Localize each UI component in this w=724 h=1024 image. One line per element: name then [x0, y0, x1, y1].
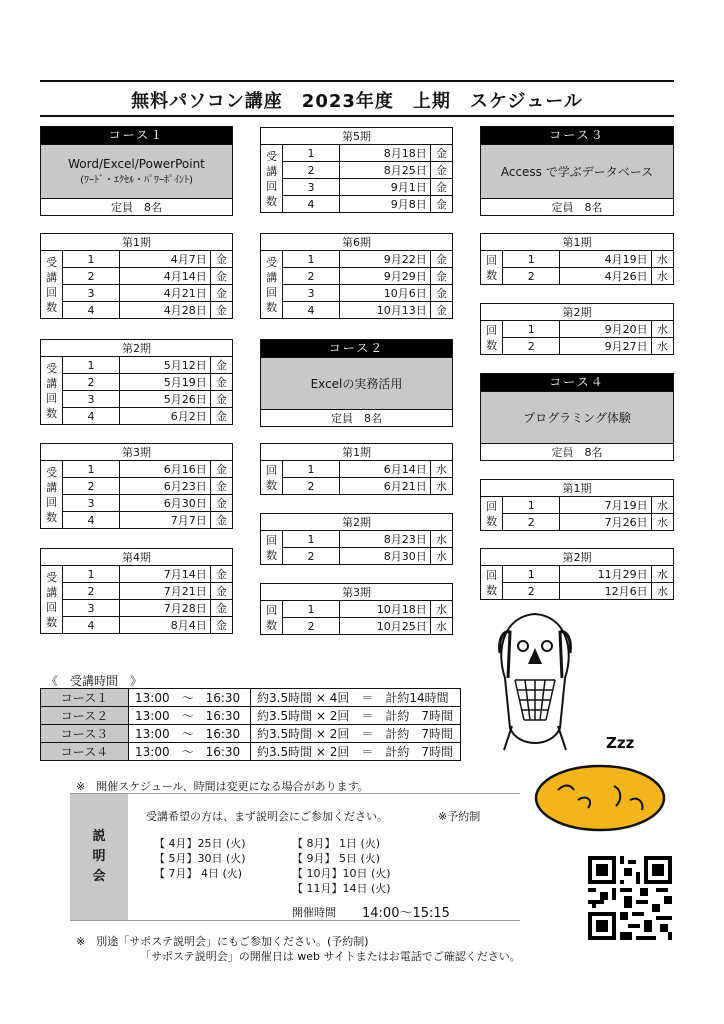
session-date: 6月16日 [119, 461, 210, 478]
hours-course: コース４ [41, 743, 129, 761]
period-title: 第3期 [41, 444, 233, 461]
session-weekday: 水 [651, 338, 673, 355]
session-date: 8月4日 [119, 617, 210, 634]
session-count-label-char: 受 [46, 465, 58, 479]
session-date: 9月8日 [339, 196, 430, 213]
session-date: 4月21日 [119, 285, 210, 302]
session-number: 4 [63, 512, 120, 529]
session-weekday: 金 [430, 268, 452, 285]
session-number: 1 [503, 321, 560, 338]
session-number: 4 [283, 302, 340, 319]
session-number: 2 [503, 514, 560, 531]
session-weekday: 金 [210, 408, 232, 425]
table-row [261, 478, 453, 495]
table-row [481, 321, 674, 338]
table-row [41, 251, 233, 268]
session-count-label-char: 回 [266, 603, 278, 617]
session-weekday: 金 [210, 357, 232, 374]
session-weekday: 水 [430, 548, 452, 565]
session-time-label: 開催時間 [292, 906, 336, 919]
session-date: 【 11月】14日 (火) [292, 882, 391, 895]
session-count-label-char: 回 [486, 499, 498, 513]
session-weekday: 水 [651, 251, 673, 268]
session-number: 3 [283, 285, 340, 302]
period-title: 第2期 [261, 514, 453, 531]
session-count-label-char: 回 [46, 391, 58, 405]
period-title: 第1期 [481, 234, 674, 251]
session-count-label-char: 数 [266, 478, 278, 492]
session-number: 1 [63, 357, 120, 374]
session-dates-right [292, 836, 391, 896]
table-row [481, 566, 674, 583]
session-date: 【 5月】30日 (火) [154, 852, 246, 865]
session-number: 2 [283, 478, 340, 495]
course-4-capacity: 定員 8名 [551, 446, 603, 459]
course-1-name [41, 144, 232, 199]
info-session-box [70, 793, 520, 921]
course-4-period-2-table [480, 548, 674, 600]
session-count-label [481, 251, 503, 285]
session-date: 7月28日 [119, 600, 210, 617]
session-number: 1 [63, 566, 120, 583]
table-row [41, 302, 233, 319]
table-row [261, 548, 453, 565]
session-weekday: 金 [210, 495, 232, 512]
session-date: 9月27日 [560, 338, 651, 355]
table-row [481, 583, 674, 600]
table-row [481, 268, 674, 285]
session-weekday: 金 [430, 162, 452, 179]
session-date: 10月13日 [339, 302, 430, 319]
table-row [41, 495, 233, 512]
session-count-label-char: 講 [46, 270, 58, 284]
session-weekday: 金 [210, 374, 232, 391]
session-number: 2 [283, 618, 340, 635]
session-date: 【 9月】 5日 (火) [292, 852, 381, 865]
session-number: 2 [503, 268, 560, 285]
table-row [261, 601, 453, 618]
table-row [261, 285, 453, 302]
period-title: 第2期 [481, 549, 674, 566]
session-number: 1 [503, 251, 560, 268]
hours-total: 約3.5時間 × 2回 ＝ 計約 7時間 [251, 707, 461, 725]
table-row [261, 162, 453, 179]
session-weekday: 水 [651, 566, 673, 583]
course-3-name: Access で学ぶデータベース [481, 144, 673, 199]
course-2-card [260, 339, 453, 427]
period-title: 第1期 [261, 444, 453, 461]
qr-code-image[interactable] [588, 856, 672, 940]
table-row [41, 617, 233, 634]
period-title: 第6期 [261, 234, 453, 251]
table-row [41, 478, 233, 495]
session-date: 8月23日 [339, 531, 430, 548]
session-weekday: 金 [210, 285, 232, 302]
hours-time: 13:00 ～ 16:30 [129, 743, 251, 761]
course-1-capacity: 定員 8名 [111, 201, 162, 214]
session-date: 8月30日 [339, 548, 430, 565]
course-3-capacity: 定員 8名 [551, 201, 603, 214]
session-date: 【 4月】25日 (火) [154, 837, 246, 850]
table-row [261, 302, 453, 319]
session-count-label-char: 講 [266, 164, 278, 178]
session-date: 9月1日 [339, 179, 430, 196]
session-count-label-char: 数 [46, 406, 58, 420]
session-weekday: 水 [430, 601, 452, 618]
session-number: 2 [63, 478, 120, 495]
session-count-label-char: 数 [46, 615, 58, 629]
course-3-period-2-table [480, 303, 674, 355]
info-session-intro: 受講希望の方は、まず説明会にご参加ください。 [146, 810, 388, 823]
session-number: 3 [63, 495, 120, 512]
session-weekday: 金 [210, 391, 232, 408]
course-3-period-1-table [480, 233, 674, 285]
session-count-label-char: 数 [266, 300, 278, 314]
hours-table [40, 688, 461, 761]
info-session-label [70, 794, 128, 920]
session-date: 4月19日 [560, 251, 651, 268]
session-weekday: 金 [430, 196, 452, 213]
session-date: 5月12日 [119, 357, 210, 374]
info-session-label-char: 明 [92, 849, 106, 864]
course-1-period-6-table [260, 233, 453, 319]
course-1-period-2-table [40, 339, 233, 425]
session-count-label-char: 回 [266, 179, 278, 193]
course-1-period-4-table [40, 548, 233, 634]
table-row [41, 285, 233, 302]
course-2-period-2-table [260, 513, 453, 565]
separate-note-2: 「サポステ説明会」の開催日は web サイトまたはお電話でご確認ください。 [140, 950, 521, 963]
session-date: 4月28日 [119, 302, 210, 319]
session-number: 2 [283, 268, 340, 285]
page-title: 無料パソコン講座 2023年度 上期 スケジュール [131, 91, 583, 112]
session-date: 4月14日 [119, 268, 210, 285]
session-date: 10月25日 [339, 618, 430, 635]
session-count-label-char: 回 [266, 533, 278, 547]
session-date: 6月14日 [339, 461, 430, 478]
period-title: 第2期 [481, 304, 674, 321]
session-count-label-char: 数 [266, 618, 278, 632]
table-row [481, 338, 674, 355]
session-date: 6月30日 [119, 495, 210, 512]
table-row [261, 531, 453, 548]
session-count-label-char: 講 [266, 270, 278, 284]
session-count-label [481, 321, 503, 355]
session-count-label-char: 回 [46, 600, 58, 614]
session-weekday: 金 [210, 478, 232, 495]
session-count-label [481, 566, 503, 600]
session-count-label-char: 数 [486, 268, 498, 282]
session-weekday: 水 [430, 618, 452, 635]
session-date: 6月23日 [119, 478, 210, 495]
hours-time: 13:00 ～ 16:30 [129, 689, 251, 707]
table-row [41, 268, 233, 285]
session-count-label-char: 数 [266, 548, 278, 562]
session-date: 4月7日 [119, 251, 210, 268]
session-weekday: 金 [210, 617, 232, 634]
session-date: 6月2日 [119, 408, 210, 425]
session-date: 7月7日 [119, 512, 210, 529]
sleeping-chick-illustration [530, 730, 670, 840]
session-date: 7月21日 [119, 583, 210, 600]
table-row [41, 374, 233, 391]
course-2-period-1-table [260, 443, 453, 495]
session-date: 5月26日 [119, 391, 210, 408]
hours-total: 約3.5時間 × 2回 ＝ 計約 7時間 [251, 725, 461, 743]
session-number: 2 [283, 162, 340, 179]
table-row [261, 461, 453, 478]
course-4-period-1-table [480, 479, 674, 531]
session-count-label-char: 回 [46, 495, 58, 509]
session-weekday: 水 [430, 461, 452, 478]
session-date: 6月21日 [339, 478, 430, 495]
table-row [41, 408, 233, 425]
session-weekday: 金 [430, 145, 452, 162]
hours-row [41, 707, 461, 725]
course-3-card [480, 126, 674, 216]
session-count-label [41, 251, 63, 319]
table-row [481, 251, 674, 268]
table-row [261, 179, 453, 196]
session-count-label-char: 数 [486, 583, 498, 597]
hours-row [41, 689, 461, 707]
session-date: 5月19日 [119, 374, 210, 391]
info-session-label-char: 説 [92, 829, 106, 844]
session-number: 2 [63, 374, 120, 391]
hours-total: 約3.5時間 × 2回 ＝ 計約 7時間 [251, 743, 461, 761]
period-title: 第2期 [41, 340, 233, 357]
session-number: 1 [63, 251, 120, 268]
session-count-label [261, 251, 283, 319]
session-weekday: 金 [210, 461, 232, 478]
table-row [261, 268, 453, 285]
top-rule [40, 80, 674, 82]
table-row [41, 461, 233, 478]
session-count-label-char: 講 [46, 480, 58, 494]
hours-time: 13:00 ～ 16:30 [129, 707, 251, 725]
session-dates-left [154, 836, 246, 881]
session-count-label-char: 講 [46, 376, 58, 390]
course-1-period-1-table [40, 233, 233, 319]
course-2-name: Excelの実務活用 [261, 357, 452, 410]
reservation-note: ※予約制 [438, 810, 481, 823]
period-title: 第3期 [261, 584, 453, 601]
course-4-header: コース４ [481, 374, 673, 391]
session-weekday: 金 [430, 251, 452, 268]
course-1-period-5-table [260, 127, 453, 213]
session-count-label [261, 145, 283, 213]
session-date: 【 7月】 4日 (火) [154, 867, 243, 880]
session-date: 7月14日 [119, 566, 210, 583]
session-weekday: 水 [651, 497, 673, 514]
period-title: 第5期 [261, 128, 453, 145]
session-number: 3 [63, 285, 120, 302]
session-weekday: 金 [210, 268, 232, 285]
session-weekday: 水 [651, 268, 673, 285]
session-count-label-char: 回 [266, 285, 278, 299]
session-date: 12月6日 [560, 583, 651, 600]
session-date: 8月18日 [339, 145, 430, 162]
course-1-name-line1: Word/Excel/PowerPoint [68, 157, 205, 171]
session-count-label-char: 数 [46, 510, 58, 524]
session-number: 1 [283, 251, 340, 268]
session-weekday: 金 [430, 179, 452, 196]
session-weekday: 水 [651, 583, 673, 600]
change-note: ※ 開催スケジュール、時間は変更になる場合があります。 [76, 780, 369, 793]
table-row [41, 583, 233, 600]
course-2-header: コース２ [261, 340, 452, 357]
session-count-label-char: 回 [266, 463, 278, 477]
session-number: 4 [63, 302, 120, 319]
session-number: 1 [63, 461, 120, 478]
session-date: 7月26日 [560, 514, 651, 531]
course-4-card [480, 373, 674, 461]
course-4-name: プログラミング体験 [481, 391, 673, 444]
session-weekday: 水 [651, 514, 673, 531]
title-underline [40, 115, 674, 117]
hours-course: コース１ [41, 689, 129, 707]
table-row [261, 251, 453, 268]
table-row [41, 600, 233, 617]
session-number: 3 [63, 391, 120, 408]
session-count-label [261, 461, 283, 495]
session-count-label [261, 531, 283, 565]
course-1-name-line2: (ﾜｰﾄﾞ・ｴｸｾﾙ・ﾊﾟﾜｰﾎﾟｲﾝﾄ) [80, 175, 193, 186]
session-weekday: 金 [210, 302, 232, 319]
session-number: 1 [503, 497, 560, 514]
session-count-label-char: 数 [486, 338, 498, 352]
hours-row [41, 743, 461, 761]
course-2-period-3-table [260, 583, 453, 635]
session-weekday: 水 [651, 321, 673, 338]
table-row [481, 497, 674, 514]
session-date: 【 8月】 1日 (火) [292, 837, 381, 850]
session-number: 2 [503, 583, 560, 600]
session-date: 10月18日 [339, 601, 430, 618]
session-weekday: 水 [430, 531, 452, 548]
session-date: 7月19日 [560, 497, 651, 514]
session-number: 2 [283, 548, 340, 565]
table-row [261, 196, 453, 213]
session-number: 2 [503, 338, 560, 355]
session-count-label-char: 受 [266, 149, 278, 163]
session-date: 4月26日 [560, 268, 651, 285]
course-2-capacity: 定員 8名 [331, 412, 382, 425]
session-weekday: 金 [210, 583, 232, 600]
table-row [261, 145, 453, 162]
course-1-period-3-table [40, 443, 233, 529]
table-row [41, 391, 233, 408]
session-weekday: 金 [210, 566, 232, 583]
session-number: 4 [283, 196, 340, 213]
session-count-label-char: 回 [486, 568, 498, 582]
session-number: 4 [63, 408, 120, 425]
period-title: 第4期 [41, 549, 233, 566]
session-count-label-char: 数 [46, 300, 58, 314]
session-count-label-char: 講 [46, 585, 58, 599]
session-number: 1 [283, 531, 340, 548]
session-count-label-char: 回 [486, 253, 498, 267]
session-number: 2 [63, 268, 120, 285]
separate-note-1: ※ 別途「サポステ説明会」にもご参加ください。(予約制) [76, 935, 369, 948]
hours-time: 13:00 ～ 16:30 [129, 725, 251, 743]
session-date: 9月29日 [339, 268, 430, 285]
session-number: 1 [283, 601, 340, 618]
session-number: 3 [283, 179, 340, 196]
session-weekday: 金 [210, 251, 232, 268]
table-row [261, 618, 453, 635]
hours-course: コース２ [41, 707, 129, 725]
period-title: 第1期 [41, 234, 233, 251]
session-weekday: 金 [210, 512, 232, 529]
hours-total: 約3.5時間 × 4回 ＝ 計約14時間 [251, 689, 461, 707]
info-session-label-char: 会 [92, 869, 106, 884]
session-number: 1 [283, 145, 340, 162]
session-date: 9月22日 [339, 251, 430, 268]
session-date: 11月29日 [560, 566, 651, 583]
session-count-label [481, 497, 503, 531]
session-count-label [261, 601, 283, 635]
session-count-label-char: 数 [266, 194, 278, 208]
sleep-z-text: Zzz [606, 734, 635, 752]
session-date: 【 10月】10日 (火) [292, 867, 391, 880]
session-weekday: 金 [430, 285, 452, 302]
session-number: 4 [63, 617, 120, 634]
session-number: 1 [503, 566, 560, 583]
session-number: 3 [63, 600, 120, 617]
session-date: 10月6日 [339, 285, 430, 302]
session-number: 2 [63, 583, 120, 600]
table-row [41, 357, 233, 374]
table-row [41, 512, 233, 529]
hours-row [41, 725, 461, 743]
hours-section-title: 《 受講時間 》 [46, 674, 143, 688]
session-count-label-char: 回 [486, 323, 498, 337]
session-count-label-char: 受 [46, 361, 58, 375]
session-weekday: 金 [210, 600, 232, 617]
session-time-value: 14:00～15:15 [362, 906, 450, 921]
session-count-label [41, 461, 63, 529]
session-count-label-char: 受 [46, 255, 58, 269]
course-3-header: コース３ [481, 127, 673, 144]
table-row [481, 514, 674, 531]
course-1-header: コース１ [41, 127, 232, 144]
session-count-label-char: 受 [46, 570, 58, 584]
course-1-card [40, 126, 233, 216]
session-count-label [41, 357, 63, 425]
period-title: 第1期 [481, 480, 674, 497]
session-count-label-char: 受 [266, 255, 278, 269]
hours-course: コース３ [41, 725, 129, 743]
session-count-label-char: 数 [486, 514, 498, 528]
session-number: 1 [283, 461, 340, 478]
table-row [41, 566, 233, 583]
session-date: 9月20日 [560, 321, 651, 338]
session-date: 8月25日 [339, 162, 430, 179]
session-count-label-char: 回 [46, 285, 58, 299]
session-count-label [41, 566, 63, 634]
session-weekday: 金 [430, 302, 452, 319]
session-weekday: 水 [430, 478, 452, 495]
